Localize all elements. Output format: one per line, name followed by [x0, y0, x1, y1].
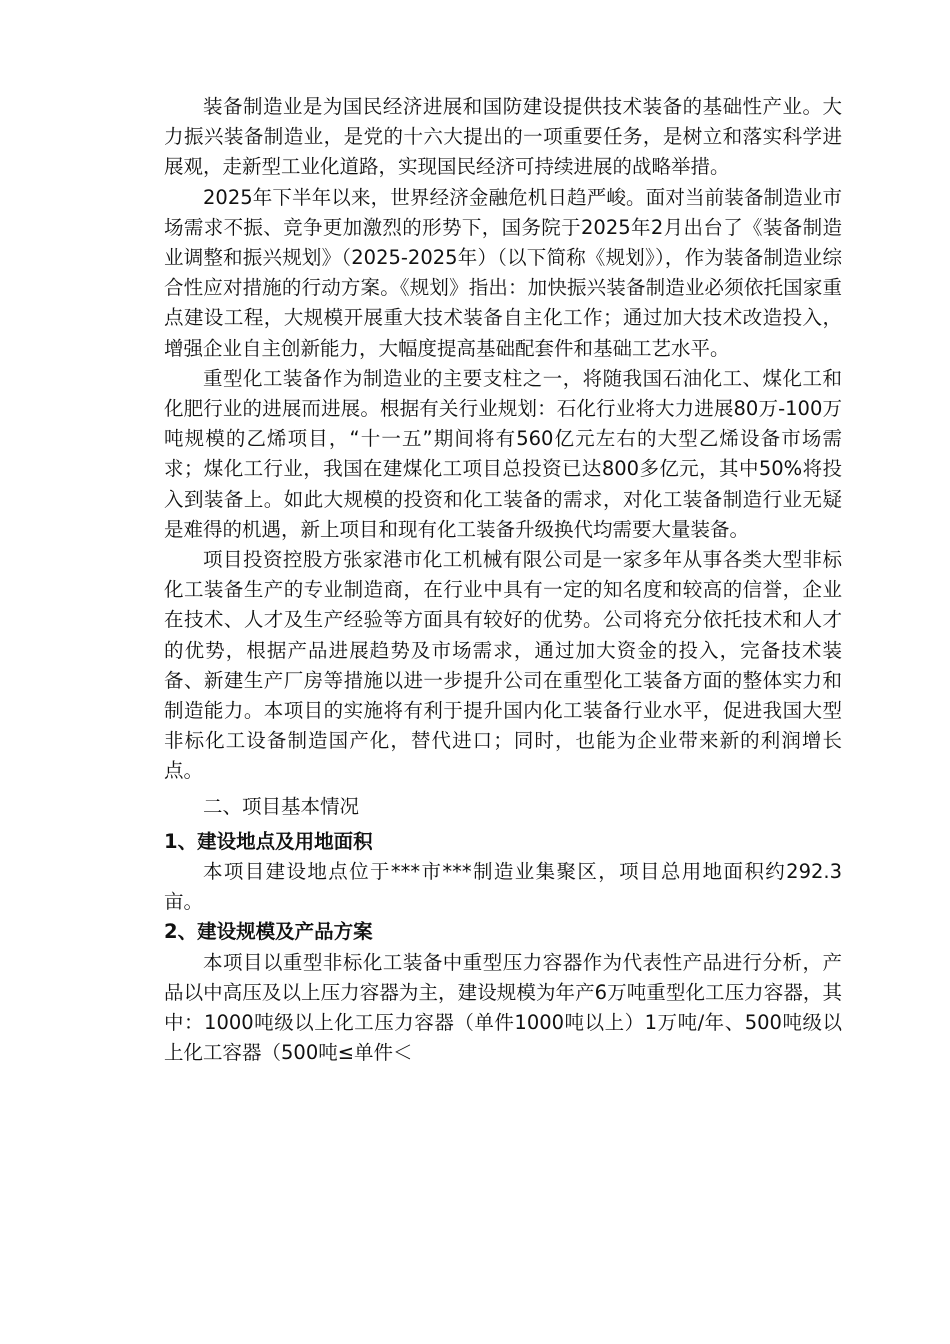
- intro-paragraph: 装备制造业是为国民经济进展和国防建设提供技术装备的基础性产业。大力振兴装备制造业，是党的十六大提出的一项重要任务，是树立和落实科学进展观，走新型工业化道路，实现国民经济可持续进展的战略举措。: [164, 95, 842, 179]
- policy-paragraph: 2025年下半年以来，世界经济金融危机日趋严峻。面对当前装备制造业市场需求不振、竞争更加激烈的形势下，国务院于2025年2月出台了《装备制造业调整和振兴规划》（2025-2025年）（以下简称《规划》），作为装备制造业综合性应对措施的行动方案。《规划》指出：加快振兴装备制造业必须依托国家重点建设工程，大规模开展重大技术装备自主化工作；通过加大技术改造投入，增强企业自主创新能力，大幅度提高基础配套件和基础工艺水平。: [164, 185, 842, 360]
- company-paragraph: 项目投资控股方张家港市化工机械有限公司是一家多年从事各类大型非标化工装备生产的专业制造商，在行业中具有一定的知名度和较高的信誉，企业在技术、人才及生产经验等方面具有较好的优势。公司将充分依托技术和人才的优势，根据产品进展趋势及市场需求，通过加大资金的投入，完备技术装备、新建生产厂房等措施以进一步提升公司在重型化工装备方面的整体实力和制造能力。本项目的实施将有利于提升国内化工装备行业水平，促进我国大型非标化工设备制造国产化，替代进口；同时，也能为企业带来新的利润增长点。: [164, 548, 842, 783]
- subsection-heading-location: 1、建设地点及用地面积: [164, 829, 373, 853]
- subsection-heading-scale: 2、建设规模及产品方案: [164, 920, 373, 944]
- location-paragraph: 本项目建设地点位于***市***制造业集聚区，项目总用地面积约292.3亩。: [164, 860, 842, 914]
- scale-paragraph: 本项目以重型非标化工装备中重型压力容器作为代表性产品进行分析，产品以中高压及以上压力容器为主，建设规模为年产6万吨重型化工压力容器，其中：1000吨级以上化工压力容器（单件1000吨以上）1万吨/年、500吨级以上化工容器（500吨≤单件＜: [164, 950, 842, 1065]
- section-title: 二、项目基本情况: [203, 794, 360, 818]
- industry-paragraph: 重型化工装备作为制造业的主要支柱之一，将随我国石油化工、煤化工和化肥行业的进展而进展。根据有关行业规划：石化行业将大力进展80万-100万吨规模的乙烯项目，“十一五”期间将有560亿元左右的大型乙烯设备市场需求；煤化工行业，我国在建煤化工项目总投资已达800多亿元，其中50%将投入到装备上。如此大规模的投资和化工装备的需求，对化工装备制造行业无疑是难得的机遇，新上项目和现有化工装备升级换代均需要大量装备。: [164, 366, 842, 541]
- document-page: [164, 92, 842, 1069]
